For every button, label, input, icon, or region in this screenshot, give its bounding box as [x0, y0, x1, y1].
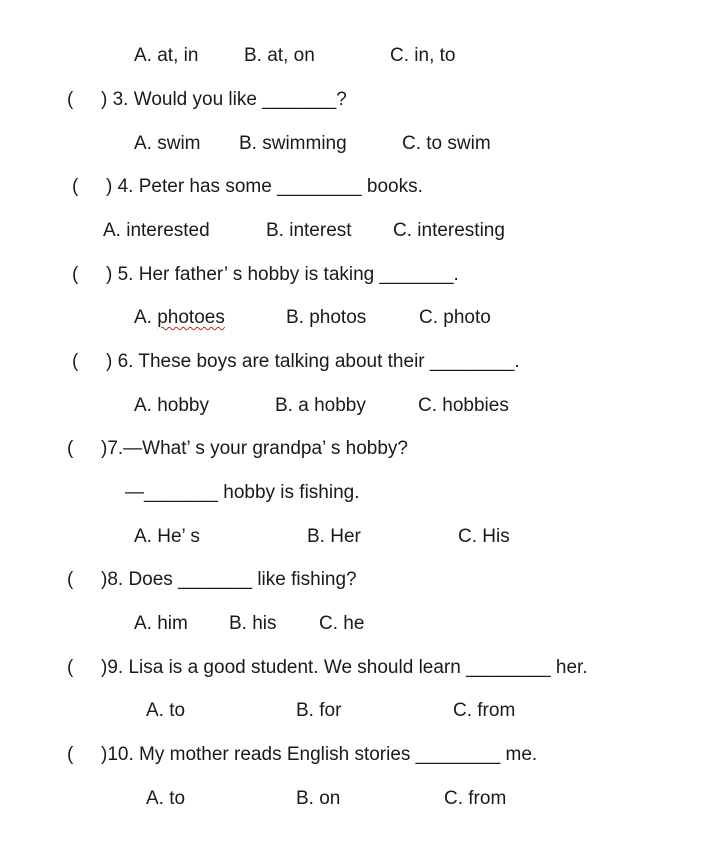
q10-answer-paren: ( — [67, 744, 74, 765]
q2-option-a: A. at, in — [134, 45, 199, 66]
q10-option-c: C. from — [444, 788, 507, 809]
q3-option-c: C. to swim — [402, 133, 491, 154]
q2-option-b: B. at, on — [244, 45, 315, 66]
q5-option-c: C. photo — [419, 307, 491, 328]
q7-stem-reply: —_______ hobby is fishing. — [125, 482, 360, 503]
q9-answer-paren: ( — [67, 657, 74, 678]
q6-option-a: A. hobby — [134, 395, 209, 416]
q8-option-a: A. him — [134, 613, 188, 634]
q6-option-c: C. hobbies — [418, 395, 509, 416]
q7-option-c: C. His — [458, 526, 510, 547]
q4-option-c: C. interesting — [393, 220, 505, 241]
q9-option-a: A. to — [146, 700, 186, 721]
q8-option-b: B. his — [229, 613, 277, 634]
q4-answer-paren: ( — [72, 176, 79, 197]
q5-option-a — [134, 306, 225, 330]
q7-answer-paren: ( — [67, 438, 74, 459]
q8-answer-paren: ( — [67, 569, 74, 590]
q4-option-a: A. interested — [103, 220, 210, 241]
q5-answer-paren: ( — [72, 264, 79, 285]
q6-stem: ) 6. These boys are talking about their ________. — [106, 351, 520, 372]
q8-stem: )8. Does _______ like fishing? — [101, 569, 357, 590]
q3-option-a: A. swim — [134, 133, 201, 154]
q10-option-b: B. on — [296, 788, 341, 809]
q3-option-b: B. swimming — [239, 133, 347, 154]
q7-option-a: A. He’ s — [134, 526, 200, 547]
q2-option-c: C. in, to — [390, 45, 456, 66]
q9-option-c: C. from — [453, 700, 516, 721]
q3-answer-paren: ( — [67, 89, 74, 110]
q4-option-b: B. interest — [266, 220, 352, 241]
q6-answer-paren: ( — [72, 351, 79, 372]
q4-stem: ) 4. Peter has some ________ books. — [106, 176, 423, 197]
q7-option-b: B. Her — [307, 526, 361, 547]
q5-option-a-word-spellcheck: photoes — [157, 307, 225, 328]
q3-stem: ) 3. Would you like _______? — [101, 89, 347, 110]
q5-option-b: B. photos — [286, 307, 367, 328]
q7-stem: )7.—What’ s your grandpa’ s hobby? — [101, 438, 408, 459]
q10-stem: )10. My mother reads English stories ________ me. — [101, 744, 538, 765]
q9-option-b: B. for — [296, 700, 342, 721]
q5-stem: ) 5. Her father’ s hobby is taking _______. — [106, 264, 459, 285]
q6-option-b: B. a hobby — [275, 395, 366, 416]
q8-option-c: C. he — [319, 613, 365, 634]
q5-option-a-prefix: A. — [134, 307, 158, 328]
q10-option-a: A. to — [146, 788, 186, 809]
q9-stem: )9. Lisa is a good student. We should learn ________ her. — [101, 657, 588, 678]
